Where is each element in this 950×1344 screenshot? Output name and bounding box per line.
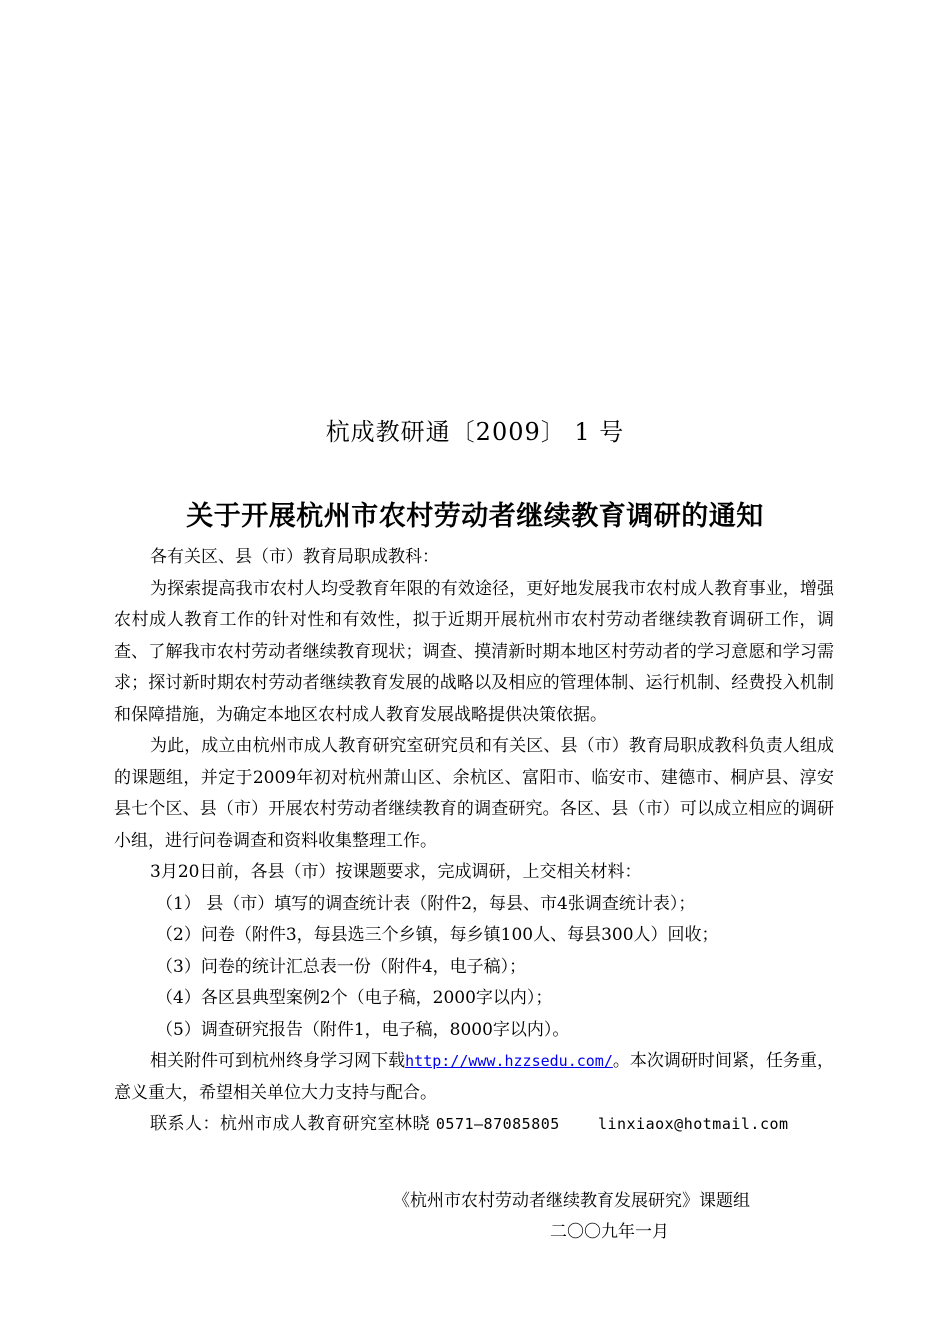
list-item: （5）调查研究报告（附件1，电子稿，8000字以内）。: [156, 1019, 570, 1040]
document-body: [114, 542, 834, 1141]
salutation: 各有关区、县（市）教育局职成教科：: [150, 547, 439, 567]
paragraph-download: [114, 1046, 834, 1109]
list-item: （1） 县（市）填写的调查统计表（附件2，每县、市4张调查统计表）；: [156, 893, 696, 914]
paragraph-purpose: 为探索提高我市农村人均受教育年限的有效途径，更好地发展我市农村成人教育事业，增强农村成人教育工作的针对性和有效性，拟于近期开展杭州市农村劳动者继续教育调研工作，调查、了解我市农村劳动者继续教育现状；调查、摸清新时期本地区村劳动者的学习意愿和学习需求；探讨新时期农村劳动者继续教育发展的战略以及相应的管理体制、运行机制、经费投入机制和保障措施，为确定本地区农村成人教育发展战略提供决策依据。: [114, 578, 834, 725]
contact-label: 联系人：杭州市成人教育研究室林晓: [150, 1114, 436, 1134]
list-item: （4）各区县典型案例2个（电子稿，2000字以内）；: [156, 988, 553, 1008]
document-title: 关于开展杭州市农村劳动者继续教育调研的通知: [186, 501, 764, 532]
download-link[interactable]: http://www.hzzsedu.com/: [405, 1052, 613, 1070]
list-item: （3）问卷的统计汇总表一份（附件4，电子稿）；: [156, 956, 527, 977]
download-text: 相关附件可到杭州终身学习网下载: [150, 1051, 406, 1071]
paragraph-deadline: 3月20日前，各县（市）按课题要求，完成调研，上交相关材料：: [150, 862, 642, 882]
list-item: （2）问卷（附件3，每县选三个乡镇，每乡镇100人、每县300人）回收；: [156, 925, 719, 945]
contact-phone: 0571—87085805: [435, 1115, 560, 1133]
download-text-after: 。本次调研时间紧，任务重，意义重大，希望相关单位大力支持与配合。: [114, 1051, 835, 1103]
contact-email: linxiaox@hotmail.com: [597, 1115, 789, 1133]
document-number: 杭成教研通〔2009〕 1 号: [325, 418, 625, 446]
issue-date: 二〇〇九年一月: [550, 1222, 669, 1242]
contact-line: [114, 1109, 834, 1141]
paragraph-arrangement: 为此，成立由杭州市成人教育研究室研究员和有关区、县（市）教育局职成教科负责人组成的课题组，并定于2009年初对杭州萧山区、余杭区、富阳市、临安市、建德市、桐庐县、淳安县七个区、县（市）开展农村劳动者继续教育的调查研究。各区、县（市）可以成立相应的调研小组，进行问卷调查和资料收集整理工作。: [114, 736, 834, 851]
signature: 《杭州市农村劳动者继续教育发展研究》课题组: [393, 1191, 750, 1211]
